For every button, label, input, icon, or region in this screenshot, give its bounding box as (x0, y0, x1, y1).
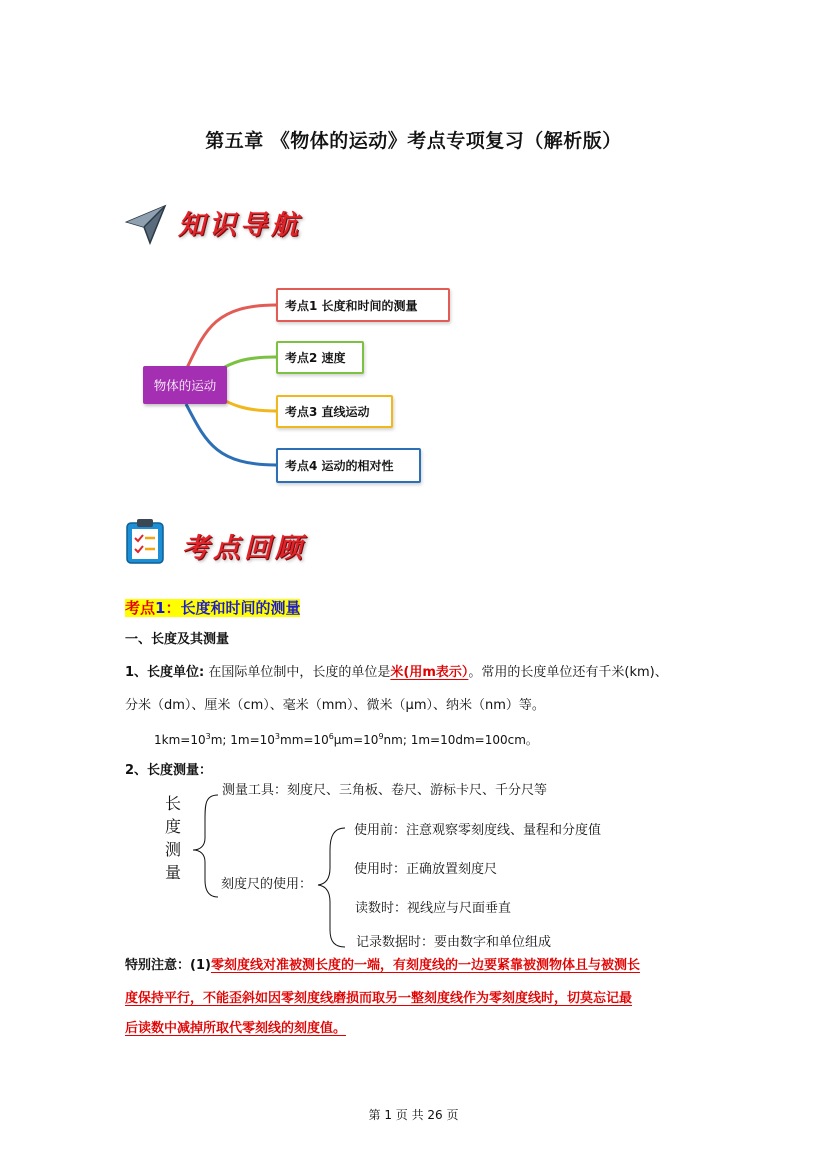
ruler-use-item-3: 读数时：视线应与尺面垂直 (355, 901, 512, 916)
measure-tools: 测量工具：刻度尺、三角板、卷尺、游标卡尺、千分尺等 (222, 783, 548, 798)
measure-side-label: 长 度 测 量 (164, 794, 181, 882)
ruler-use-item-4: 记录数据时：要由数字和单位组成 (356, 935, 552, 950)
section-number: 1 (155, 599, 166, 617)
subsection-title: 一、长度及其测量 (125, 632, 230, 647)
note-line1 (125, 958, 640, 974)
unit-text2: 。常用的长度单位还有千米(km)、 (468, 665, 668, 680)
note-num: (1) (190, 958, 211, 973)
mindmap-node-2: 考点2 速度 (276, 341, 364, 374)
mindmap-root: 物体的运动 (143, 366, 227, 404)
section-colon: ： (165, 599, 181, 617)
section-prefix: 考点 (125, 599, 156, 617)
ruler-use-label: 刻度尺的使用： (221, 877, 313, 892)
note-text3: 后读数中减掉所取代零刻线的刻度值。 (125, 1021, 347, 1036)
page-title: 第五章 《物体的运动》考点专项复习（解析版） (205, 130, 622, 152)
note-label: 特别注意： (125, 958, 191, 973)
measure-label: 2、长度测量： (125, 763, 213, 778)
ruler-use-item-1: 使用前：注意观察零刻度线、量程和分度值 (354, 823, 602, 838)
unit-conversion: $1km=10^3m$; $1m=10^3mm=10^6\mu m=10^9nm$; 1m=10dm=100cm。 (154, 732, 538, 747)
note-line2 (125, 991, 632, 1007)
mindmap-node-3: 考点3 直线运动 (276, 395, 393, 428)
mindmap-node-4: 考点4 运动的相对性 (276, 448, 421, 483)
review-heading: 考点回顾 (182, 533, 306, 564)
page-footer: 第 1 页 共 26 页 (368, 1108, 459, 1122)
unit-label: 1、长度单位: (125, 665, 205, 680)
ruler-use-item-2: 使用时：正确放置刻度尺 (354, 862, 498, 877)
nav-heading: 知识导航 (178, 210, 302, 241)
section-name: 长度和时间的测量 (180, 599, 301, 617)
mindmap-node-1: 考点1 长度和时间的测量 (276, 288, 450, 322)
note-text1: 零刻度线对准被测长度的一端，有刻度线的一边要紧靠被测物体且与被测长 (210, 958, 640, 973)
unit-answer: 米(用m表示） (390, 665, 469, 680)
note-line3 (125, 1021, 346, 1037)
unit-paragraph-line2: 分米（dm）、厘米（cm）、毫米（mm）、微米（μm）、纳米（nm）等。 (125, 698, 545, 713)
unit-text1: 在国际单位制中，长度的单位是 (204, 665, 391, 680)
note-text2: 度保持平行，不能歪斜如因零刻度线磨损而取另一整刻度线作为零刻度线时，切莫忘记最 (125, 991, 633, 1006)
